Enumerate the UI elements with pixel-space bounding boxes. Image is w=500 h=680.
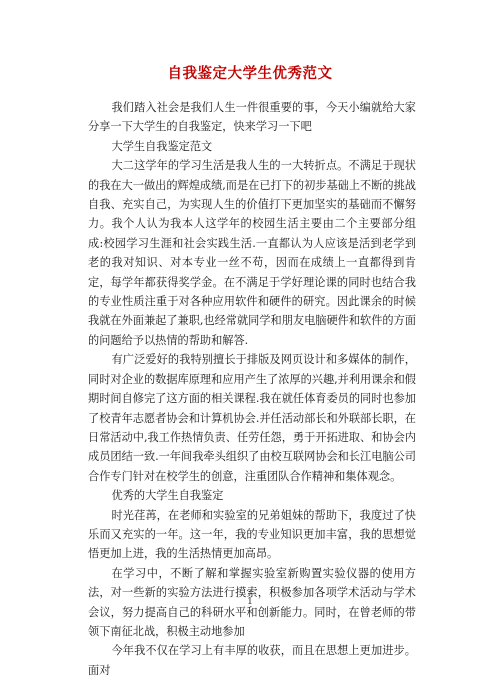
page-number: 1: [247, 597, 253, 607]
document-title: 自我鉴定大学生优秀范文: [167, 66, 333, 82]
body-paragraph: 在学习中，不断了解和掌握实验室新购置实验仪器的使用方法，对一些新的实验方法进行摸索，积极参加各项学术活动与学术会议，努力提高自己的科研水平和创新能力。同时，在曾老师的带领下南征北战，积极主动地参加: [88, 566, 416, 638]
intro-paragraph: 我们踏入社会是我们人生一件很重要的事，今天小编就给大家分享一下大学生的自我鉴定，快来学习一下吧: [88, 101, 416, 134]
body-paragraph: 时光荏苒，在老师和实验室的兄弟姐妹的帮助下，我度过了快乐而又充实的一年。这一年，我的专业知识更加丰富，我的思想觉悟更加上进，我的生活热情更加高昂。: [88, 508, 416, 561]
section-heading-sample: 大学生自我鉴定范文: [111, 139, 213, 153]
body-paragraph: 大二这学年的学习生活是我人生的一大转折点。不满足于现状的我在大一做出的辉煌成绩,而是在已打下的初步基础上不断的挑战自我、充实自己，为实现人生的价值打下更加坚实的基础而不懈努力。我个人认为我本人这学年的校园生活主要由二个主要部分组成:校园学习生涯和社会实践生活.一直都认为人应该是活到老学到老的我对知识、对本专业一丝不苟，因而在成绩上一直都得到肯定，每学年都获得奖学金。在不满足于学好理论课的同时也结合我的专业性质注重于对各种应用软件和硬件的研究。因此课余的时候我就在外面兼起了兼职,也经常就同学和朋友电脑硬件和软件的方面的问题给予以热情的帮助和解答.: [88, 159, 416, 347]
section-heading-excellent: 优秀的大学生自我鉴定: [111, 489, 224, 503]
body-paragraph: 有广泛爱好的我特别擅长于排版及网页设计和多媒体的制作，同时对企业的数据库原理和应用产生了浓厚的兴趣,并利用课余和假期时间自修完了这方面的相关课程.我在就任体育委员的同时也参加了校青年志愿者协会和计算机协会.并任活动部长和外联部长职，在日常活动中,我工作热情负责、任劳任怨，勇于开拓进取、和协会内成员团结一致.一年间我牵头组织了由校互联网协会和长江电脑公司合作专门针对在校学生的创意，注重团队合作精神和集体观念。: [88, 353, 416, 483]
document-body: [88, 98, 416, 680]
body-paragraph: 今年我不仅在学习上有丰厚的收获，而且在思想上更加进步。面对: [88, 644, 416, 677]
